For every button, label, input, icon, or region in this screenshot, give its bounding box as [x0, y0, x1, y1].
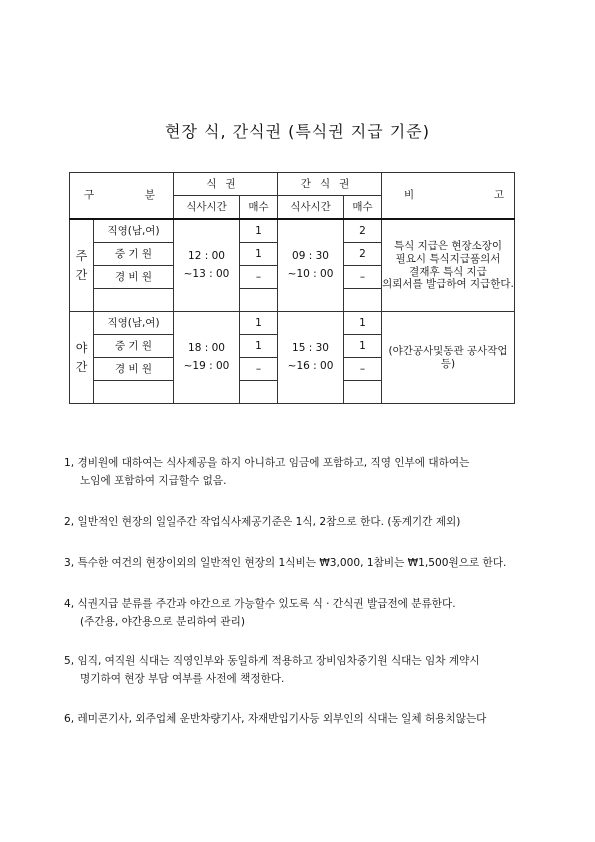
- day-snack-count: –: [344, 266, 382, 289]
- night-meal-count: [240, 381, 278, 404]
- note-item: 1, 경비원에 대하여는 식사제공을 하지 아니하고 임금에 포함하고, 직영 인부에 대하여는 노임에 포함하여 지급할수 없음.: [64, 457, 470, 487]
- header-meal-count: 매수: [240, 196, 278, 220]
- day-snack-count: 2: [344, 219, 382, 243]
- night-section-label: 야 간: [70, 312, 94, 404]
- page-title: 현장 식, 간식권 (특식권 지급 기준): [165, 122, 430, 141]
- day-remarks: 특식 지급은 현장소장이 필요시 특식지급품의서 결재후 특식 지급 의뢰서를 발급하여 지급한다.: [382, 219, 515, 312]
- night-role-direct: 직영(남,여): [94, 312, 174, 335]
- meal-ticket-table: [69, 172, 515, 404]
- night-snack-count: 1: [344, 335, 382, 358]
- header-gubun: 구 분: [70, 173, 174, 220]
- night-snack-count: [344, 381, 382, 404]
- night-meal-count: 1: [240, 312, 278, 335]
- night-snack-time: 15 : 30 ~16 : 00: [278, 312, 344, 404]
- day-snack-count: [344, 289, 382, 312]
- night-meal-time: 18 : 00 ~19 : 00: [174, 312, 240, 404]
- header-remarks: 비 고: [382, 173, 515, 220]
- night-snack-count: 1: [344, 312, 382, 335]
- day-meal-count: –: [240, 266, 278, 289]
- day-snack-count: 2: [344, 243, 382, 266]
- day-meal-count: 1: [240, 243, 278, 266]
- day-role-equipment: 중 기 원: [94, 243, 174, 266]
- note-item: 3, 특수한 여건의 현장이외의 일반적인 현장의 1식비는 ₩3,000, 1참비는 ₩1,500원으로 한다.: [64, 557, 507, 569]
- night-role-empty: [94, 381, 174, 404]
- night-role-guard: 경 비 원: [94, 358, 174, 381]
- day-section-label: 주 간: [70, 219, 94, 312]
- day-meal-count: 1: [240, 219, 278, 243]
- night-remarks: (야간공사및동관 공사작업등): [382, 312, 515, 404]
- day-role-guard: 경 비 원: [94, 266, 174, 289]
- header-snack-count: 매수: [344, 196, 382, 220]
- day-role-direct: 직영(남,여): [94, 219, 174, 243]
- day-meal-time: 12 : 00 ~13 : 00: [174, 219, 240, 312]
- day-snack-time: 09 : 30 ~10 : 00: [278, 219, 344, 312]
- night-meal-count: 1: [240, 335, 278, 358]
- header-snack-time: 식사시간: [278, 196, 344, 220]
- night-meal-count: –: [240, 358, 278, 381]
- note-item: 4, 식권지급 분류를 주간과 야간으로 가능할수 있도록 식 · 간식권 발급전에 분류한다. (주간용, 야간용으로 분리하여 관리): [64, 598, 456, 628]
- note-item: 5, 임직, 여직원 식대는 직영인부와 동일하게 적용하고 장비임차중기원 식대는 임차 계약시 명기하여 현장 부담 여부를 사전에 책정한다.: [64, 655, 480, 685]
- night-role-equipment: 중 기 원: [94, 335, 174, 358]
- note-item: 6, 레미콘기사, 외주업체 운반차량기사, 자재반입기사등 외부인의 식대는 일체 허용치않는다: [64, 713, 487, 725]
- header-meal-time: 식사시간: [174, 196, 240, 220]
- day-role-empty: [94, 289, 174, 312]
- note-item: 2, 일반적인 현장의 일일주간 작업식사제공기준은 1식, 2참으로 한다. (동계기간 제외): [64, 516, 461, 528]
- header-snack-ticket: 간식권: [278, 173, 382, 196]
- night-snack-count: –: [344, 358, 382, 381]
- day-meal-count: [240, 289, 278, 312]
- header-meal-ticket: 식권: [174, 173, 278, 196]
